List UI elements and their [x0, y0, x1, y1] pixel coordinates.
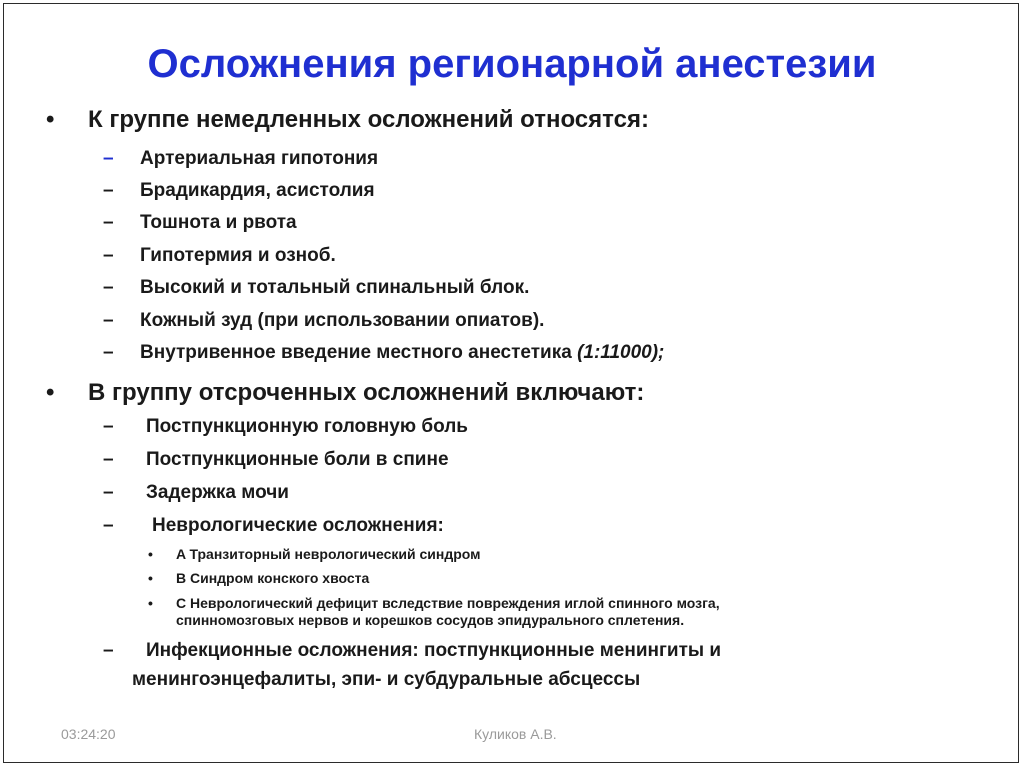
dash-icon: –	[103, 180, 114, 201]
footer-time: 03:24:20	[61, 726, 116, 742]
sub-list-item-continuation: спинномозговых нервов и корешков сосудов эпидурального сплетения.	[176, 612, 685, 628]
dash-icon: –	[103, 245, 114, 266]
list-item: Кожный зуд (при использовании опиатов).	[140, 310, 545, 331]
list-item: Гипотермия и озноб.	[140, 245, 336, 266]
group-heading-delayed: В группу отсроченных осложнений включают:	[88, 379, 645, 406]
list-item: Задержка мочи	[146, 482, 289, 503]
bullet-icon: •	[148, 570, 153, 586]
dash-icon: –	[103, 482, 114, 503]
dash-icon: –	[103, 515, 114, 536]
bullet-icon: •	[46, 106, 55, 133]
list-item: Неврологические осложнения:	[152, 515, 444, 536]
slide-title: Осложнения регионарной анестезии	[147, 42, 877, 86]
dash-icon: –	[103, 310, 114, 331]
list-item	[140, 340, 664, 366]
dash-icon: –	[103, 640, 114, 661]
dash-icon: –	[103, 449, 114, 470]
list-item: Высокий и тотальный спинальный блок.	[140, 277, 530, 298]
dash-icon: –	[103, 342, 114, 363]
list-item: Тошнота и рвота	[140, 212, 297, 233]
list-item: Постпункционные боли в спине	[146, 449, 449, 470]
list-item: Артериальная гипотония	[140, 148, 379, 169]
sub-list-item: A Транзиторный неврологический синдром	[176, 546, 481, 562]
bullet-icon: •	[148, 595, 153, 611]
list-item: Инфекционные осложнения: постпункционные менингиты и	[146, 640, 722, 661]
footer-author: Куликов А.В.	[474, 726, 557, 742]
sub-list-item: B Синдром конского хвоста	[176, 570, 370, 586]
slide	[3, 3, 1019, 763]
list-item-text: Внутривенное введение местного анестетика	[140, 342, 578, 363]
dash-icon: –	[103, 212, 114, 233]
list-item: Брадикардия, асистолия	[140, 180, 375, 201]
bullet-icon: •	[46, 379, 55, 406]
list-item-continuation: менингоэнцефалиты, эпи- и субдуральные абсцессы	[132, 669, 641, 690]
dash-icon: –	[103, 148, 114, 169]
bullet-icon: •	[148, 546, 153, 562]
dash-icon: –	[103, 416, 114, 437]
group-heading-immediate: К группе немедленных осложнений относятся:	[88, 106, 649, 133]
sub-list-item: C Неврологический дефицит вследствие повреждения иглой спинного мозга,	[176, 595, 720, 611]
list-item: Постпункционную головную боль	[146, 416, 468, 437]
list-item-ratio: (1:11000);	[577, 342, 665, 363]
dash-icon: –	[103, 277, 114, 298]
